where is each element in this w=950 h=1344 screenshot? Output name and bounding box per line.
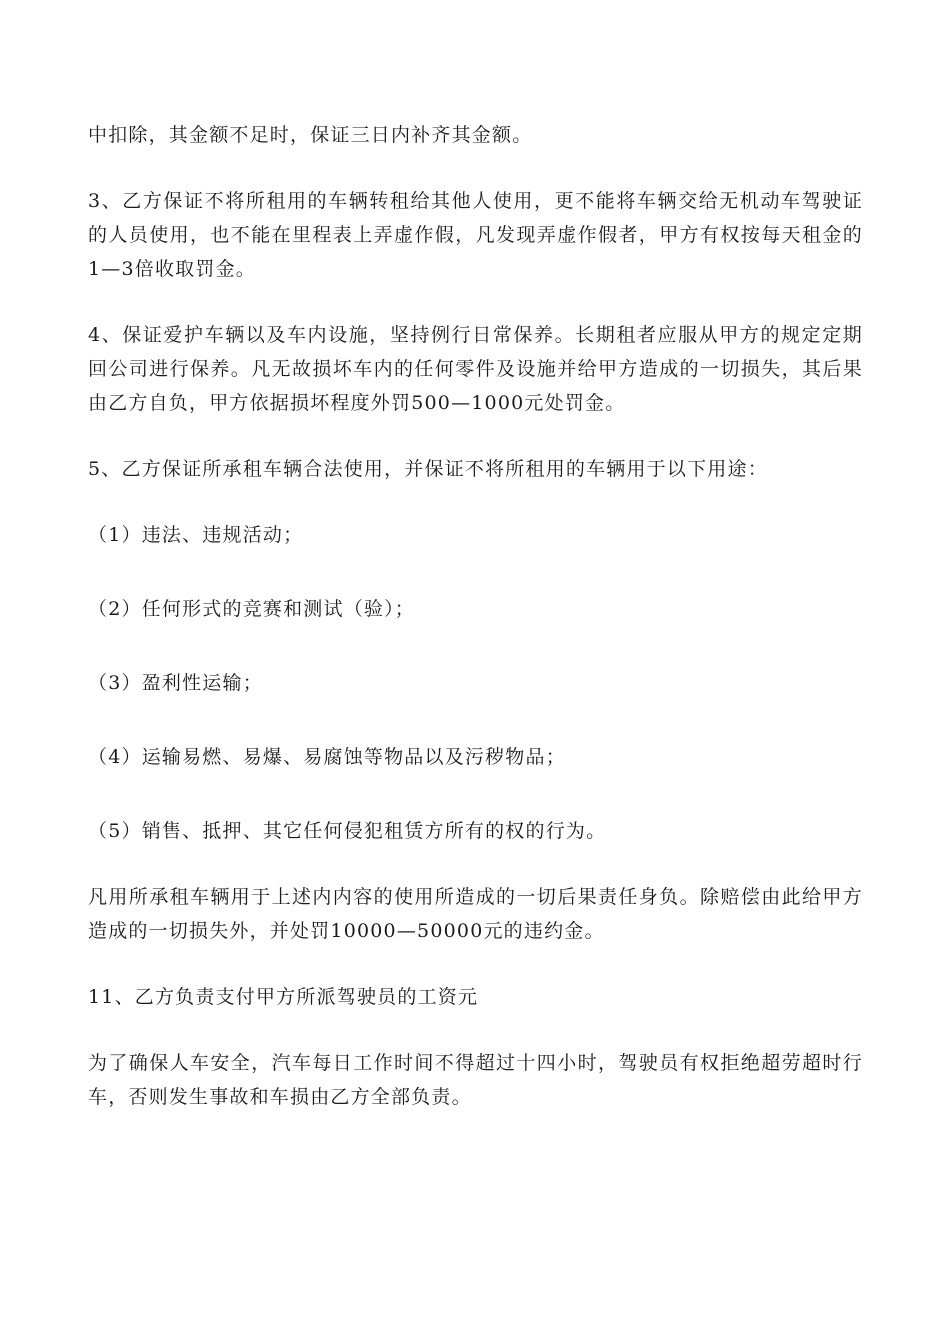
list-item-1: （1）违法、违规活动； <box>88 524 304 546</box>
paragraph-safety: 为了确保人车安全，汽车每日工作时间不得超过十四小时，驾驶员有权拒绝超劳超时行车，否则发生事故和车损由乙方全部负责。 <box>88 1052 863 1108</box>
list-item-2: （2）任何形式的竞赛和测试（验）； <box>88 598 415 620</box>
paragraph-clause-4: 4、保证爱护车辆以及车内设施，坚持例行日常保养。长期租者应服从甲方的规定定期回公司进行保养。凡无故损坏车内的任何零件及设施并给甲方造成的一切损失，其后果由乙方自负，甲方依据损坏程度外罚500—1000元处罚金。 <box>88 324 863 414</box>
paragraph-deduction: 中扣除，其金额不足时，保证三日内补齐其金额。 <box>88 124 533 146</box>
paragraph-clause-3: 3、乙方保证不将所租用的车辆转租给其他人使用，更不能将车辆交给无机动车驾驶证的人员使用，也不能在里程表上弄虚作假，凡发现弄虚作假者，甲方有权按每天租金的1—3倍收取罚金。 <box>88 190 863 280</box>
list-item-3: （3）盈利性运输； <box>88 672 263 694</box>
paragraph-penalty: 凡用所承租车辆用于上述内内容的使用所造成的一切后果责任身负。除赔偿由此给甲方造成的一切损失外，并处罚10000—50000元的违约金。 <box>88 886 863 942</box>
paragraph-clause-11: 11、乙方负责支付甲方所派驾驶员的工资元 <box>88 986 479 1008</box>
list-item-5: （5）销售、抵押、其它任何侵犯租赁方所有的权的行为。 <box>88 820 607 842</box>
list-item-4: （4）运输易燃、易爆、易腐蚀等物品以及污秽物品； <box>88 746 566 768</box>
paragraph-clause-5: 5、乙方保证所承租车辆合法使用，并保证不将所租用的车辆用于以下用途： <box>88 458 768 480</box>
document-page <box>88 118 863 1146</box>
